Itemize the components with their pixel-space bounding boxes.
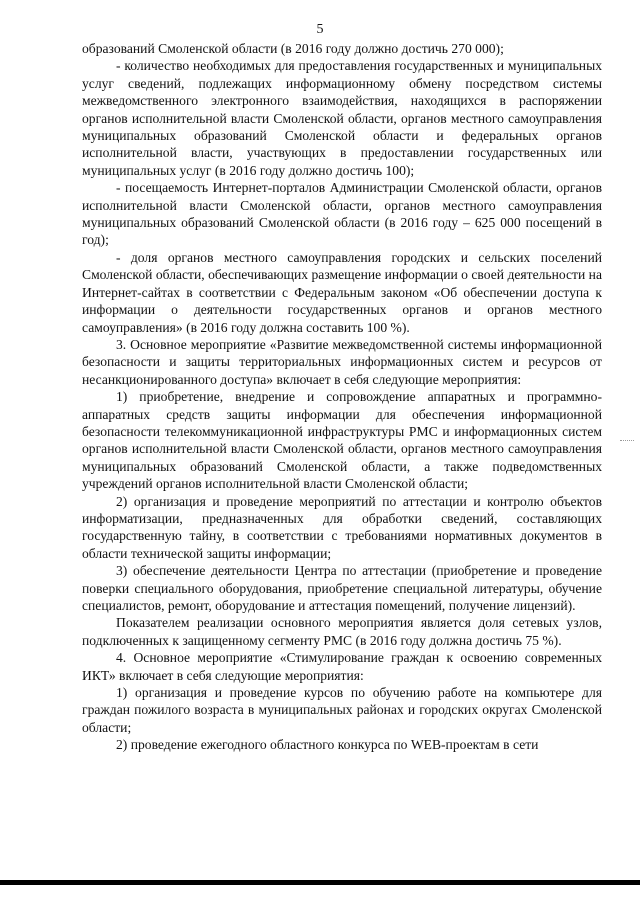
- paragraph: 3) обеспечение деятельности Центра по аттестации (приобретение и проведение поверки специального оборудования, приобретение специальной литературы, обучение специалистов, ремонт, оборудование и аттестация помещений, получение лицензий).: [82, 563, 602, 613]
- paragraph: - посещаемость Интернет-порталов Администрации Смоленской области, органов исполнительной власти Смоленской области, органов местного самоуправления муниципальных образований Смоленской области (в 2016 году – 625 000 посещений в год);: [82, 180, 602, 248]
- paragraph: 2) проведение ежегодного областного конкурса по WEB-проектам в сети: [116, 737, 539, 753]
- paragraph: 3. Основное мероприятие «Развитие межведомственной системы информационной безопасности и защиты территориальных информационных систем и ресурсов от несанкционированного доступа» включает в себя следующие мероприятия:: [82, 336, 602, 387]
- paragraph: 2) организация и проведение мероприятий по аттестации и контролю объектов информатизации, предназначенных для обработки сведений, составляющих государственную тайну, в соответствии с требованиями нормативных документов в области технической защиты информации;: [82, 493, 602, 561]
- paragraph: 4. Основное мероприятие «Стимулирование граждан к освоению современных ИКТ» включает в себя следующие мероприятия:: [82, 650, 602, 683]
- document-body: [82, 40, 602, 754]
- paragraph: 1) организация и проведение курсов по обучению работе на компьютере для граждан пожилого возраста в муниципальных районах и городских округах Смоленской области;: [82, 685, 602, 735]
- paragraph: образований Смоленской области (в 2016 году должно достичь 270 000);: [82, 41, 504, 56]
- paragraph: - доля органов местного самоуправления городских и сельских поселений Смоленской области, обеспечивающих размещение информации о своей деятельности на Интернет-сайтах в соответствии с Федеральным законом «Об обеспечении доступа к информации о деятельности государственных органов и органов местного самоуправления» (в 2016 году должна составить 100 %).: [82, 249, 602, 335]
- paragraph: 1) приобретение, внедрение и сопровождение аппаратных и программно-аппаратных средств защиты информации для обеспечения информационной безопасности телекоммуникационной инфраструктуры РМС и информационных систем органов исполнительной власти Смоленской области, органов местного самоуправления муниципальных образований Смоленской области, а также подведомственных учреждений органов исполнительной власти Смоленской области;: [82, 389, 602, 492]
- paragraph: Показателем реализации основного мероприятия является доля сетевых узлов, подключенных к защищенному сегменту РМС (в 2016 году должна достичь 75 %).: [82, 615, 602, 648]
- scan-mark: [620, 440, 634, 441]
- paragraph: - количество необходимых для предоставления государственных и муниципальных услуг сведений, подлежащих информационному обмену посредством системы межведомственного электронного взаимодействия, находящихся в распоряжении органов исполнительной власти Смоленской области, органов местного самоуправления муниципальных образований Смоленской области и федеральных органов исполнительной власти, участвующих в предоставлении государственных или муниципальных услуг (в 2016 году должно достичь 100);: [82, 58, 602, 178]
- page-bottom-rule: [0, 880, 640, 885]
- page-number: 5: [316, 22, 324, 37]
